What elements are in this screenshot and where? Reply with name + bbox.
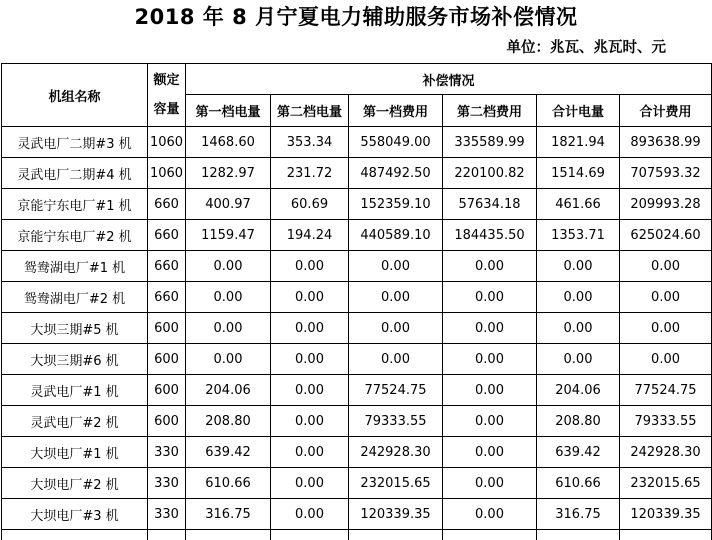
value-cell: 0.00 bbox=[349, 282, 443, 313]
unit-name-cell: 灵武电厂#1 机 bbox=[2, 375, 148, 406]
value-cell: 1282.97 bbox=[186, 158, 271, 189]
value-cell bbox=[186, 530, 271, 540]
value-cell: 242928.30 bbox=[620, 437, 712, 468]
unit-name-cell: 大坝三期#6 机 bbox=[2, 344, 148, 375]
unit-name-cell: 灵武电厂#2 机 bbox=[2, 406, 148, 437]
value-cell: 0.00 bbox=[620, 251, 712, 282]
header-tier1-energy: 第一档电量 bbox=[186, 95, 271, 127]
value-cell: 194.24 bbox=[271, 220, 349, 251]
value-cell: 1514.69 bbox=[537, 158, 620, 189]
value-cell: 208.80 bbox=[186, 406, 271, 437]
header-compensation-group: 补偿情况 bbox=[186, 64, 712, 95]
value-cell: 0.00 bbox=[620, 313, 712, 344]
value-cell: 0.00 bbox=[443, 344, 537, 375]
value-cell: 120339.35 bbox=[349, 499, 443, 530]
header-rated-capacity-line2: 容量 bbox=[153, 102, 180, 117]
value-cell: 79333.55 bbox=[349, 406, 443, 437]
value-cell: 0.00 bbox=[271, 282, 349, 313]
header-tier2-fee: 第二档费用 bbox=[443, 95, 537, 127]
capacity-cell: 660 bbox=[148, 189, 186, 220]
value-cell: 0.00 bbox=[186, 313, 271, 344]
capacity-cell bbox=[148, 530, 186, 540]
unit-note: 单位：兆瓦、兆瓦时、元 bbox=[506, 40, 666, 56]
unit-name-cell: 京能宁东电厂#2 机 bbox=[2, 220, 148, 251]
value-cell: 77524.75 bbox=[620, 375, 712, 406]
unit-name-cell: 大坝三期#5 机 bbox=[2, 313, 148, 344]
table-row bbox=[2, 375, 712, 406]
capacity-cell: 660 bbox=[148, 251, 186, 282]
header-tier2-energy: 第二档电量 bbox=[271, 95, 349, 127]
value-cell: 625024.60 bbox=[620, 220, 712, 251]
value-cell: 893638.99 bbox=[620, 127, 712, 158]
value-cell: 0.00 bbox=[271, 313, 349, 344]
value-cell: 0.00 bbox=[271, 375, 349, 406]
value-cell: 610.66 bbox=[186, 468, 271, 499]
value-cell: 0.00 bbox=[349, 251, 443, 282]
table-row bbox=[2, 189, 712, 220]
value-cell: 60.69 bbox=[271, 189, 349, 220]
value-cell: 79333.55 bbox=[620, 406, 712, 437]
value-cell: 0.00 bbox=[537, 344, 620, 375]
value-cell: 0.00 bbox=[443, 313, 537, 344]
value-cell: 0.00 bbox=[186, 344, 271, 375]
value-cell: 1353.71 bbox=[537, 220, 620, 251]
value-cell: 0.00 bbox=[620, 282, 712, 313]
value-cell: 0.00 bbox=[443, 251, 537, 282]
value-cell: 0.00 bbox=[271, 251, 349, 282]
value-cell: 316.75 bbox=[537, 499, 620, 530]
value-cell: 152359.10 bbox=[349, 189, 443, 220]
table-row bbox=[2, 499, 712, 530]
capacity-cell: 660 bbox=[148, 220, 186, 251]
capacity-cell: 1060 bbox=[148, 127, 186, 158]
value-cell: 400.97 bbox=[186, 189, 271, 220]
value-cell: 184435.50 bbox=[443, 220, 537, 251]
value-cell: 0.00 bbox=[271, 499, 349, 530]
value-cell: 0.00 bbox=[537, 282, 620, 313]
capacity-cell: 600 bbox=[148, 375, 186, 406]
value-cell: 220100.82 bbox=[443, 158, 537, 189]
value-cell: 610.66 bbox=[537, 468, 620, 499]
value-cell: 0.00 bbox=[443, 282, 537, 313]
value-cell: 0.00 bbox=[271, 344, 349, 375]
page-title: 2018 年 8 月宁夏电力辅助服务市场补偿情况 bbox=[134, 5, 578, 29]
value-cell: 0.00 bbox=[271, 437, 349, 468]
value-cell: 77524.75 bbox=[349, 375, 443, 406]
unit-name-cell: 鸳鸯湖电厂#2 机 bbox=[2, 282, 148, 313]
table-row bbox=[2, 127, 712, 158]
value-cell bbox=[443, 530, 537, 540]
unit-name-cell: 鸳鸯湖电厂#1 机 bbox=[2, 251, 148, 282]
value-cell: 120339.35 bbox=[620, 499, 712, 530]
value-cell bbox=[620, 530, 712, 540]
value-cell: 440589.10 bbox=[349, 220, 443, 251]
value-cell: 353.34 bbox=[271, 127, 349, 158]
capacity-cell: 1060 bbox=[148, 158, 186, 189]
capacity-cell: 660 bbox=[148, 282, 186, 313]
capacity-cell: 330 bbox=[148, 468, 186, 499]
table-row bbox=[2, 282, 712, 313]
table-row bbox=[2, 220, 712, 251]
value-cell: 0.00 bbox=[443, 468, 537, 499]
capacity-cell: 330 bbox=[148, 437, 186, 468]
unit-name-cell: 灵武电厂二期#4 机 bbox=[2, 158, 148, 189]
value-cell: 0.00 bbox=[443, 499, 537, 530]
table-row bbox=[2, 313, 712, 344]
value-cell: 335589.99 bbox=[443, 127, 537, 158]
header-rated-capacity-line1: 额定 bbox=[153, 73, 180, 88]
unit-name-cell: 京能宁东电厂#1 机 bbox=[2, 189, 148, 220]
value-cell: 232015.65 bbox=[620, 468, 712, 499]
value-cell: 242928.30 bbox=[349, 437, 443, 468]
table-row bbox=[2, 406, 712, 437]
value-cell bbox=[271, 530, 349, 540]
value-cell: 0.00 bbox=[349, 344, 443, 375]
table-row bbox=[2, 158, 712, 189]
value-cell: 208.80 bbox=[537, 406, 620, 437]
capacity-cell: 330 bbox=[148, 499, 186, 530]
value-cell: 209993.28 bbox=[620, 189, 712, 220]
unit-name-cell: 大坝电厂#2 机 bbox=[2, 468, 148, 499]
value-cell: 1468.60 bbox=[186, 127, 271, 158]
header-total-energy: 合计电量 bbox=[537, 95, 620, 127]
value-cell: 558049.00 bbox=[349, 127, 443, 158]
value-cell bbox=[537, 530, 620, 540]
compensation-table bbox=[1, 63, 712, 540]
value-cell: 0.00 bbox=[271, 468, 349, 499]
value-cell: 0.00 bbox=[186, 282, 271, 313]
value-cell: 639.42 bbox=[537, 437, 620, 468]
value-cell: 707593.32 bbox=[620, 158, 712, 189]
value-cell: 204.06 bbox=[186, 375, 271, 406]
capacity-cell: 600 bbox=[148, 406, 186, 437]
value-cell: 231.72 bbox=[271, 158, 349, 189]
table-row bbox=[2, 344, 712, 375]
value-cell: 316.75 bbox=[186, 499, 271, 530]
value-cell: 0.00 bbox=[186, 251, 271, 282]
unit-name-cell: 灵武电厂二期#3 机 bbox=[2, 127, 148, 158]
header-row-1 bbox=[2, 64, 712, 95]
value-cell: 487492.50 bbox=[349, 158, 443, 189]
capacity-cell: 600 bbox=[148, 344, 186, 375]
table-row bbox=[2, 251, 712, 282]
value-cell: 461.66 bbox=[537, 189, 620, 220]
table-row bbox=[2, 468, 712, 499]
header-unit-name: 机组名称 bbox=[2, 64, 148, 127]
value-cell: 639.42 bbox=[186, 437, 271, 468]
value-cell: 0.00 bbox=[443, 406, 537, 437]
value-cell: 0.00 bbox=[443, 437, 537, 468]
value-cell: 0.00 bbox=[620, 344, 712, 375]
value-cell: 204.06 bbox=[537, 375, 620, 406]
header-rated-capacity bbox=[148, 64, 186, 127]
value-cell: 1159.47 bbox=[186, 220, 271, 251]
value-cell: 0.00 bbox=[443, 375, 537, 406]
value-cell: 0.00 bbox=[349, 313, 443, 344]
capacity-cell: 600 bbox=[148, 313, 186, 344]
header-tier1-fee: 第一档费用 bbox=[349, 95, 443, 127]
value-cell: 0.00 bbox=[537, 251, 620, 282]
value-cell: 0.00 bbox=[271, 406, 349, 437]
unit-name-cell bbox=[2, 530, 148, 540]
table-row-partial bbox=[2, 530, 712, 540]
header-total-fee: 合计费用 bbox=[620, 95, 712, 127]
value-cell: 1821.94 bbox=[537, 127, 620, 158]
value-cell: 232015.65 bbox=[349, 468, 443, 499]
unit-name-cell: 大坝电厂#1 机 bbox=[2, 437, 148, 468]
table-row bbox=[2, 437, 712, 468]
value-cell bbox=[349, 530, 443, 540]
value-cell: 57634.18 bbox=[443, 189, 537, 220]
unit-name-cell: 大坝电厂#3 机 bbox=[2, 499, 148, 530]
value-cell: 0.00 bbox=[537, 313, 620, 344]
